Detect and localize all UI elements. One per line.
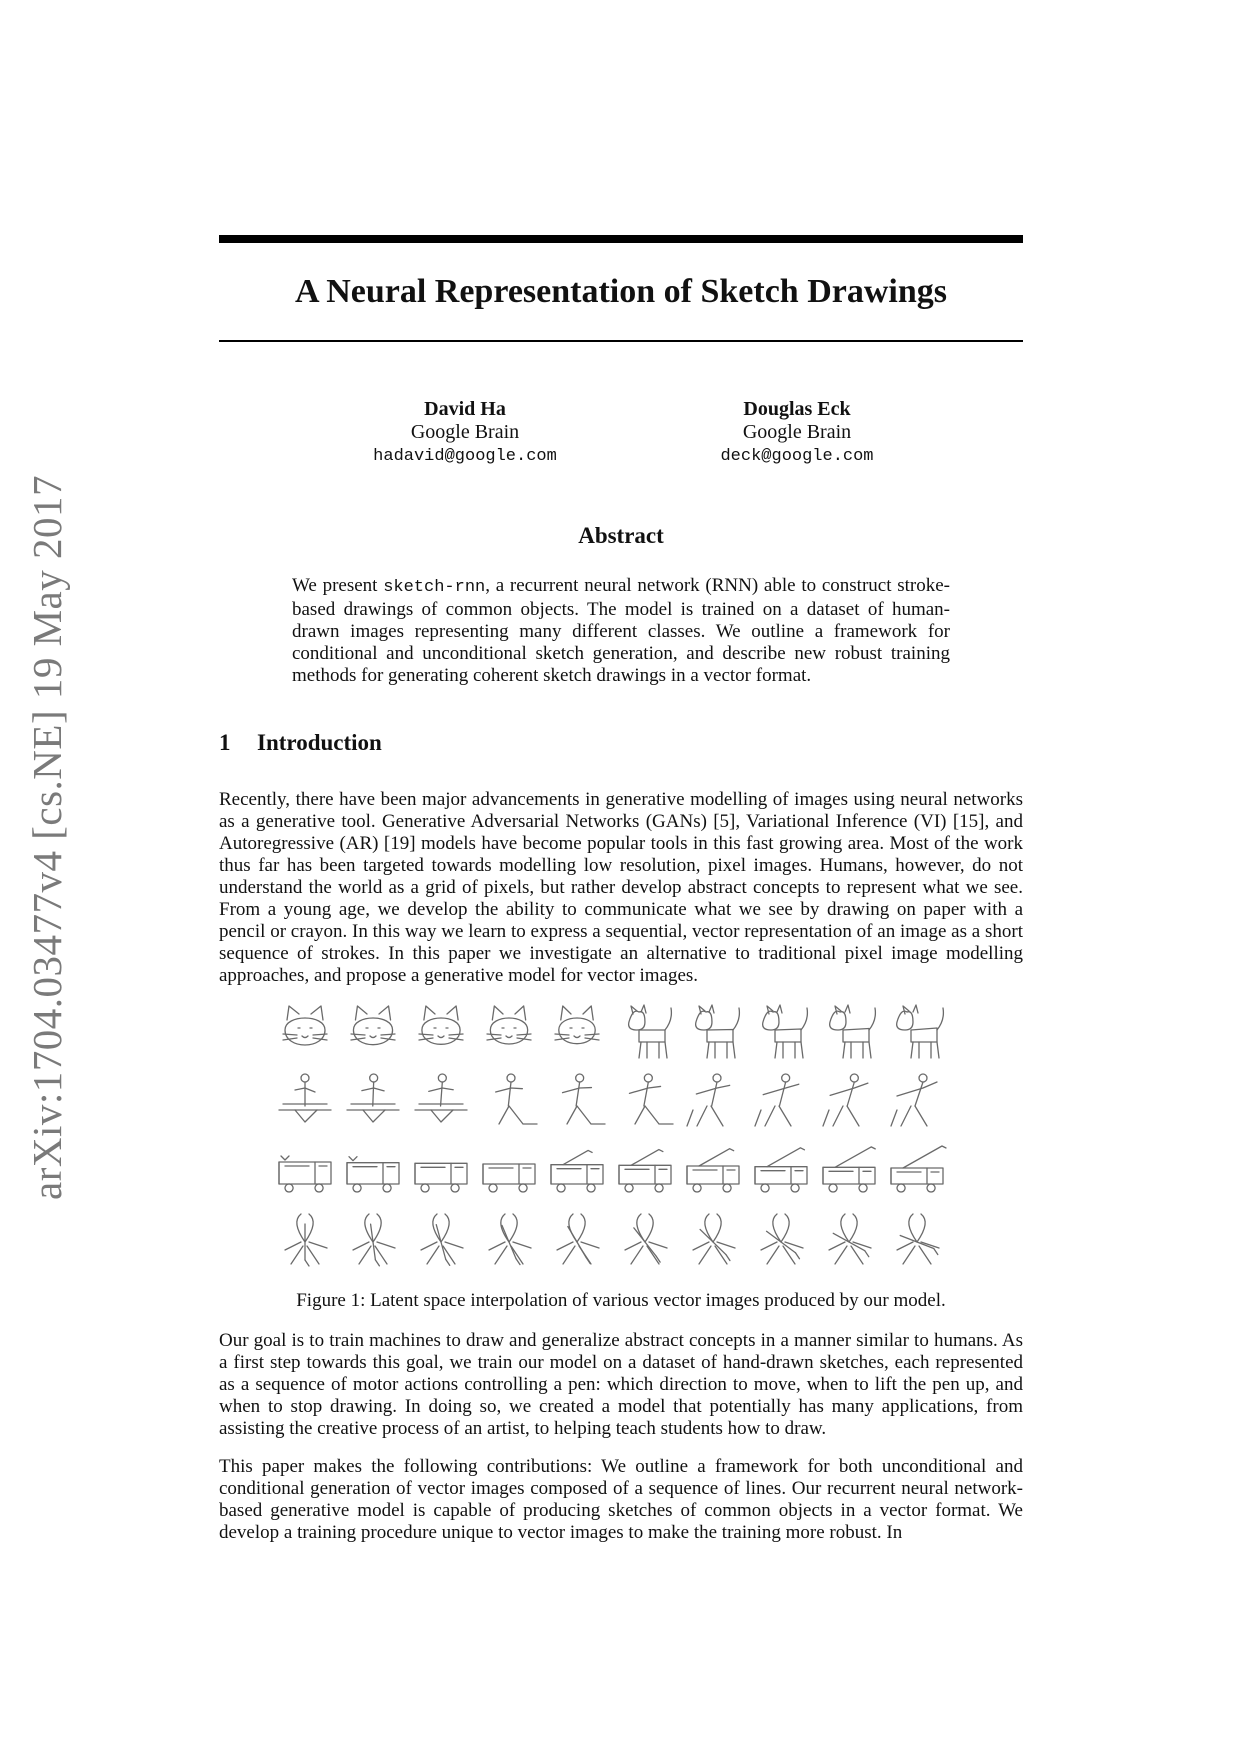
mosquito-sketch-7	[693, 1214, 735, 1264]
abstract-text	[292, 575, 950, 687]
cat-sketch-4	[487, 1006, 531, 1044]
cat-sketch-2	[351, 1006, 395, 1045]
yoga-person-sketch-8	[755, 1074, 799, 1126]
mosquito-sketch-5	[557, 1214, 599, 1264]
mosquito-sketch-2	[353, 1214, 395, 1266]
yoga-person-sketch-9	[823, 1074, 868, 1126]
cat-sketch-7	[696, 1005, 740, 1058]
firetruck-sketch-3	[415, 1163, 467, 1192]
yoga-person-sketch-10	[891, 1074, 937, 1126]
mosquito-sketch-8	[761, 1214, 803, 1264]
figure-1	[275, 1000, 975, 1280]
cat-sketch-3	[419, 1006, 463, 1044]
firetruck-sketch-9	[823, 1147, 875, 1192]
firetruck-sketch-8	[755, 1148, 807, 1192]
firetruck-sketch-1	[279, 1156, 331, 1192]
arxiv-stamp: arXiv:1704.03477v4 [cs.NE] 19 May 2017	[24, 474, 70, 1200]
author-name: David Ha	[424, 398, 506, 420]
author-affiliation: Google Brain	[410, 421, 520, 443]
author-email: deck@google.com	[720, 447, 874, 466]
yoga-person-sketch-6	[629, 1074, 673, 1124]
author-2	[647, 398, 947, 468]
author-1	[315, 398, 615, 468]
mosquito-sketch-1	[285, 1214, 327, 1266]
section-title: Introduction	[257, 730, 382, 755]
section-number: 1	[219, 730, 231, 755]
yoga-person-sketch-3	[415, 1074, 467, 1122]
firetruck-sketch-7	[687, 1149, 739, 1192]
figure-caption: Figure 1: Latent space interpolation of various vector images produced by our model.	[296, 1290, 946, 1311]
cat-sketch-6	[629, 1005, 672, 1058]
section-heading	[219, 730, 382, 756]
firetruck-sketch-2	[347, 1157, 399, 1192]
firetruck-sketch-6	[619, 1150, 671, 1192]
yoga-person-sketch-2	[347, 1074, 399, 1122]
title-rule-bottom	[219, 340, 1023, 342]
cat-sketch-10	[897, 1005, 944, 1058]
mosquito-sketch-3	[421, 1214, 463, 1265]
paper-title: A Neural Representation of Sketch Drawings	[295, 273, 947, 310]
author-name: Douglas Eck	[743, 398, 851, 420]
firetruck-sketch-10	[891, 1146, 946, 1192]
paragraph-2: Our goal is to train machines to draw and generalize abstract concepts in a manner similar to humans. As a first step towards this goal, we train our model on a dataset of hand-drawn sketches, each represented as a sequence of motor actions controlling a pen: which direction to move, when to lift the pen up, and when to stop drawing. In doing so, we created a model that potentially has many applications, from assisting the creative process of an artist, to helping teach students how to draw.	[219, 1330, 1023, 1439]
cat-sketch-1	[283, 1006, 327, 1045]
yoga-person-sketch-1	[279, 1074, 331, 1122]
paragraph-1: Recently, there have been major advancements in generative modelling of images using neural networks as a generative tool. Generative Adversarial Networks (GANs) [5], Variational Inference (VI) [15], and Autoregressive (AR) [19] models have become popular tools in this fast growing area. Most of the work thus far has been targeted towards modelling low resolution, pixel images. Humans, however, do not understand the world as a grid of pixels, but rather develop abstract concepts to represent what we see. From a young age, we develop the ability to communicate what we see by drawing on paper with a pencil or crayon. In this way we learn to express a sequential, vector representation of an image as a short sequence of strokes. In this paper we investigate an alternative to traditional pixel image modelling approaches, and propose a generative model for vector images.	[219, 789, 1023, 986]
cat-sketch-5	[555, 1006, 599, 1044]
yoga-person-sketch-4	[496, 1074, 537, 1124]
abstract-text-start: We present	[292, 575, 384, 596]
cat-sketch-9	[830, 1005, 876, 1058]
firetruck-sketch-5	[551, 1150, 603, 1192]
cat-sketch-8	[763, 1005, 808, 1058]
abstract-heading: Abstract	[578, 523, 664, 548]
abstract-code-term: sketch-rnn	[383, 578, 486, 597]
yoga-person-sketch-5	[563, 1074, 605, 1124]
firetruck-sketch-4	[483, 1164, 535, 1192]
abstract-text-rest: , a recurrent neural network (RNN) able to construct stroke-based drawings of common objects. The model is trained on a dataset of human-drawn images representing many different classes. We outline a framework for conditional and unconditional sketch generation, and describe new robust training methods for generating coherent sketch drawings in a vector format.	[292, 575, 950, 686]
yoga-person-sketch-7	[687, 1074, 730, 1126]
mosquito-sketch-10	[897, 1214, 939, 1264]
interpolation-sketch-grid	[275, 1000, 975, 1280]
title-rule-top	[219, 235, 1023, 243]
mosquito-sketch-9	[829, 1214, 871, 1264]
author-affiliation: Google Brain	[742, 421, 852, 443]
paragraph-3: This paper makes the following contributions: We outline a framework for both unconditional and conditional generation of vector images composed of a sequence of lines. Our recurrent neural network-based generative model is capable of producing sketches of common objects in a vector format. We develop a training procedure unique to vector images to make the training more robust. In	[219, 1456, 1023, 1543]
mosquito-sketch-6	[625, 1214, 667, 1264]
author-email: hadavid@google.com	[373, 447, 557, 466]
mosquito-sketch-4	[489, 1214, 531, 1265]
